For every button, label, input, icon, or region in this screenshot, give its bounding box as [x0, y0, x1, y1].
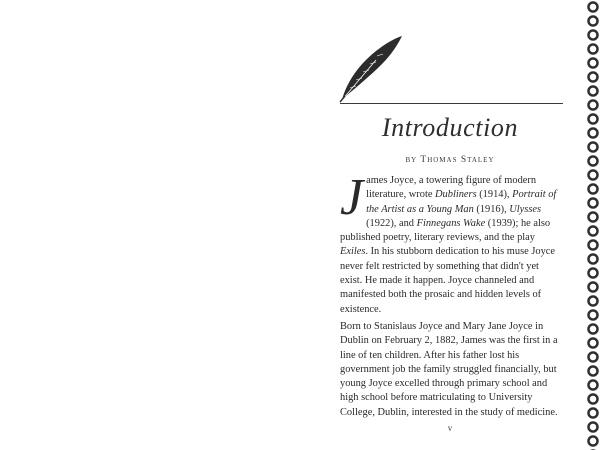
text-span: (1916), — [473, 203, 510, 215]
header-rule — [340, 103, 563, 104]
text-span: ames Joyce, a towering figure of modern literature, wrote — [366, 175, 537, 201]
paragraph-2: Born to Stanislaus Joyce and Mary Jane Joyce in Dublin on February 2, 1882, James was the first in a line of ten children. After his father lost his government job the family struggled financially, but young Joyce excelled through primary school and high school before matriculating to University College, Dublin, interested in the study of medicine. — [340, 321, 558, 418]
book-title: Exiles — [340, 246, 366, 258]
book-title: Ulysses — [509, 203, 542, 215]
page-number: v — [447, 423, 453, 433]
page-title: Introduction — [381, 113, 519, 142]
book-title: Finnegans Wake — [416, 217, 486, 229]
text-span: (1922), and — [366, 217, 417, 229]
celtic-knot-border — [586, 0, 600, 450]
text-span: . In his stubborn dedication to his muse Joyce never felt restricted by something that didn't yet exist. He made it happen. Joyce channeled and manifested both the prosaic and hidden levels of existence. — [340, 246, 555, 315]
paragraph-1 — [340, 169, 562, 317]
author-byline: by Thomas Staley — [405, 155, 495, 165]
book-title: Portrait of the Artist as a Young Man — [366, 189, 557, 215]
text-span: (1914), — [476, 189, 513, 201]
text-span: (1939); he also published poetry, literary reviews, and the play — [340, 217, 551, 244]
book-title: Dubliners — [435, 189, 477, 201]
quill-pen-icon — [336, 34, 406, 104]
drop-cap: J — [340, 169, 364, 226]
